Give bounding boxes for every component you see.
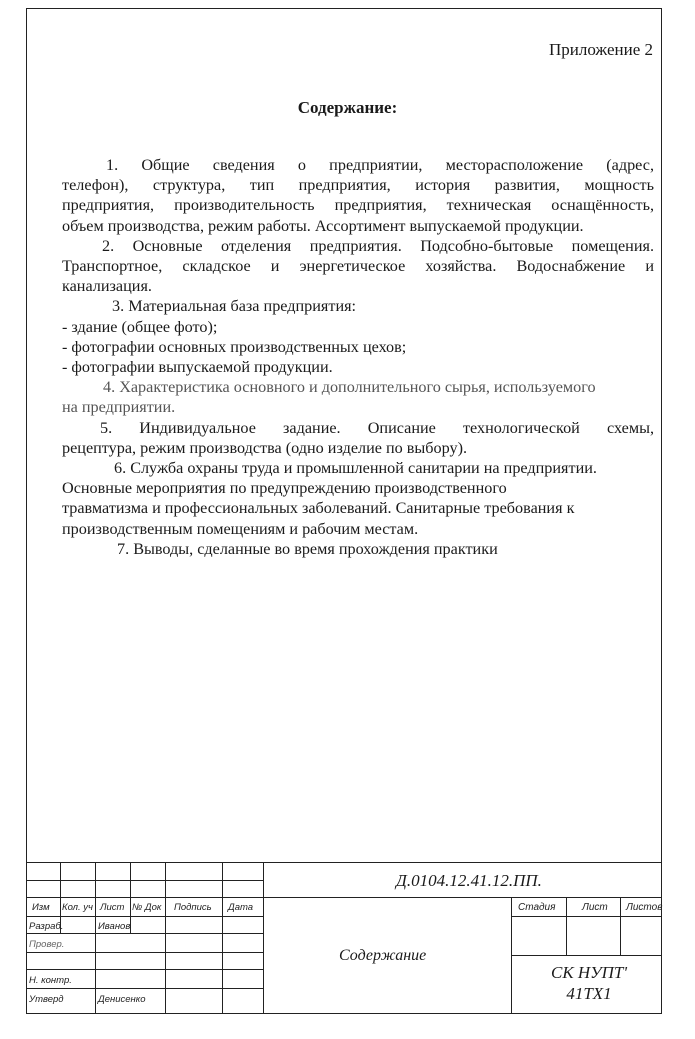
contents-item-4: 4. Характеристика основного и дополнительного сырья, используемого на предприятии. — [62, 378, 596, 417]
document-code: Д.0104.12.41.12.ПП. — [396, 871, 542, 890]
header-izm: Изм — [32, 902, 50, 913]
role-razrab: Разраб. — [29, 921, 64, 932]
header-podpis: Подпись — [174, 902, 212, 913]
header-sheets: Листов — [626, 902, 663, 913]
header-kol-uch: Кол. уч — [62, 902, 93, 913]
organization-code: СК НУПТ' 41ТХ1 — [551, 963, 627, 1003]
contents-subitem: - здание (общее фото); — [62, 317, 218, 336]
appendix-label: Приложение 2 — [549, 40, 653, 59]
header-ndok: № Док — [132, 902, 162, 913]
name-utverd: Денисенко — [98, 994, 146, 1005]
header-sheet: Лист — [582, 902, 608, 913]
role-prover: Провер. — [29, 939, 65, 950]
document-title: Содержание — [339, 947, 427, 964]
contents-list — [62, 155, 654, 559]
role-utverd: Утверд — [29, 994, 64, 1005]
title-block — [26, 862, 662, 1014]
header-list: Лист — [100, 902, 125, 913]
name-razrab: Иванов — [98, 921, 131, 932]
page-title: Содержание: — [297, 98, 398, 117]
contents-subitem: - фотографии выпускаемой продукции. — [62, 358, 333, 377]
header-data: Дата — [228, 902, 254, 913]
contents-item-2: 2. Основные отделения предприятия. Подсобно-бытовые помещения. Транспортное, складское и энергетическое хозяйства. Водоснабжение и канализация. — [62, 236, 654, 296]
contents-item-5: 5. Индивидуальное задание. Описание технологической схемы, рецептура, режим производства (одно изделие по выбору). — [62, 418, 654, 457]
header-stadiya: Стадия — [518, 902, 556, 913]
contents-subitem: - фотографии основных производственных цехов; — [62, 337, 407, 356]
contents-item-1: 1. Общие сведения о предприятии, месторасположение (адрес, телефон), структура, тип предприятия, история развития, мощность предприятия, производительность предприятия, техническая оснащённость, объем производства, режим работы. Ассортимент выпускаемой продукции. — [62, 156, 654, 235]
contents-item-7: 7. Выводы, сделанные во время прохождения практики — [117, 539, 498, 558]
contents-item-3: 3. Материальная база предприятия: - здание (общее фото); - фотографии основных производственных цехов; - фотографии выпускаемой продукции. — [62, 296, 654, 377]
contents-item-6: 6. Служба охраны труда и промышленной санитарии на предприятии. Основные мероприятия по предупреждению производственного травматизма и профессиональных заболеваний. Санитарные требования к производственным помещениям и рабочим местам. — [62, 459, 597, 538]
role-n-kontr: Н. контр. — [29, 975, 72, 986]
